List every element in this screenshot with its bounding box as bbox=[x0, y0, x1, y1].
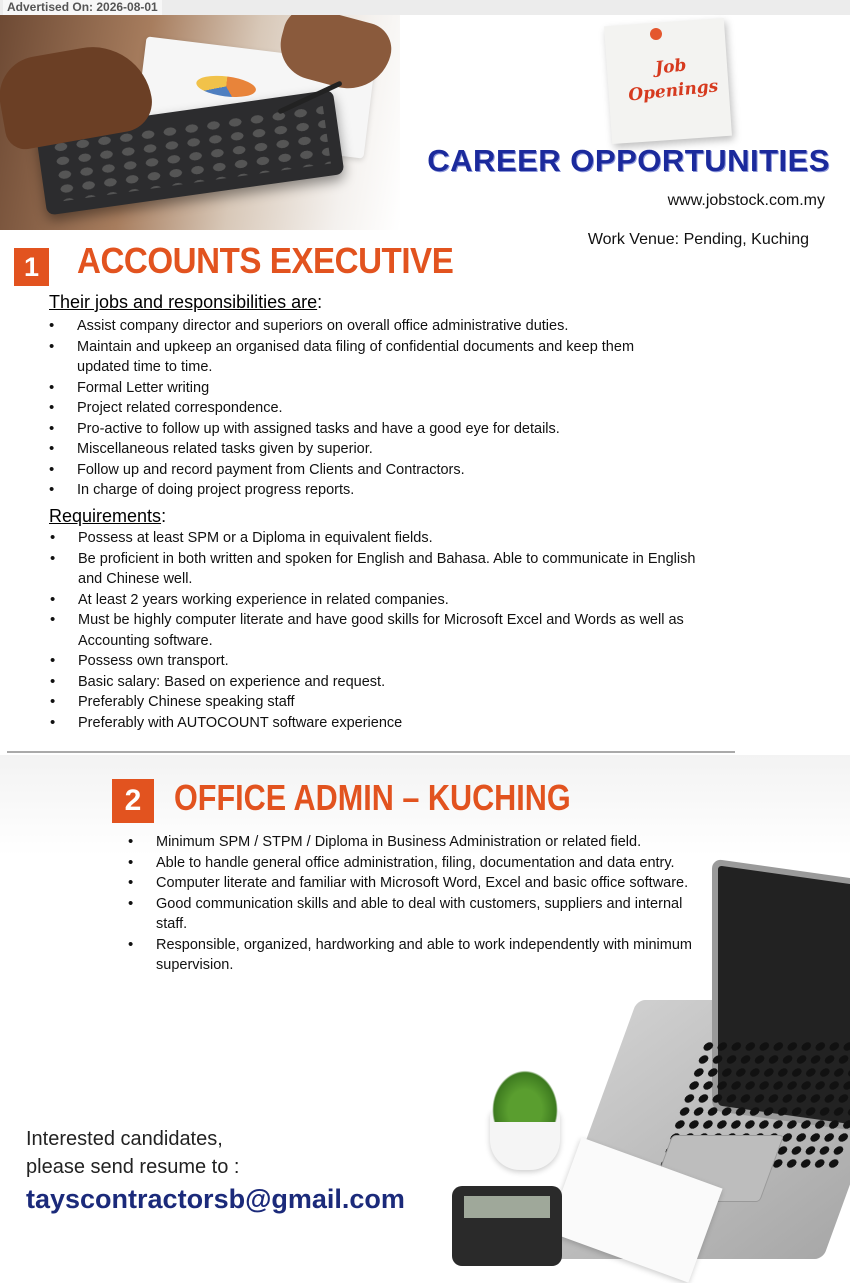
section-divider bbox=[7, 751, 735, 753]
list-item: • Must be highly computer literate and have good skills for Microsoft Excel and Words as well as Accounting software. bbox=[50, 610, 710, 651]
list-item: • Project related correspondence. bbox=[49, 398, 689, 419]
pie-chart-image bbox=[195, 73, 257, 100]
advertised-date: Advertised On: 2026-08-01 bbox=[3, 0, 162, 15]
calculator-photo bbox=[0, 15, 400, 230]
list-item: • Follow up and record payment from Clients and Contractors. bbox=[49, 460, 689, 481]
desk-calculator-screen bbox=[464, 1196, 550, 1218]
page-title: CAREER OPPORTUNITIES bbox=[427, 143, 830, 178]
list-item: • Miscellaneous related tasks given by superior. bbox=[49, 439, 689, 460]
job-title-2: OFFICE ADMIN – KUCHING bbox=[174, 777, 571, 818]
requirements-list bbox=[50, 528, 710, 733]
list-item: • Formal Letter writing bbox=[49, 378, 689, 399]
work-venue: Work Venue: Pending, Kuching bbox=[587, 231, 809, 248]
note-line-1: Job bbox=[654, 55, 688, 79]
apply-line-2: please send resume to : bbox=[26, 1156, 240, 1178]
list-item: • Good communication skills and able to deal with customers, suppliers and internal staff. bbox=[128, 894, 698, 935]
list-item: • Preferably Chinese speaking staff bbox=[50, 692, 710, 713]
list-item: • In charge of doing project progress reports. bbox=[49, 480, 689, 501]
list-item: • Possess at least SPM or a Diploma in equivalent fields. bbox=[50, 528, 710, 549]
list-item: • Able to handle general office administration, filing, documentation and data entry. bbox=[128, 853, 698, 874]
plant-icon bbox=[485, 1062, 565, 1122]
requirements-heading-text: Requirements bbox=[49, 506, 162, 526]
job-number-badge-2: 2 bbox=[112, 779, 154, 823]
list-item: • At least 2 years working experience in related companies. bbox=[50, 590, 710, 611]
list-item: • Be proficient in both written and spoken for English and Bahasa. Able to communicate in English and Chinese well. bbox=[50, 549, 710, 590]
list-item: • Pro-active to follow up with assigned tasks and have a good eye for details. bbox=[49, 419, 689, 440]
list-item: • Assist company director and superiors on overall office administrative duties. bbox=[49, 316, 689, 337]
contact-email[interactable]: tayscontractorsb@gmail.com bbox=[26, 1184, 405, 1214]
website-link[interactable]: www.jobstock.com.my bbox=[667, 192, 825, 209]
pushpin-icon bbox=[650, 28, 662, 40]
list-item: • Minimum SPM / STPM / Diploma in Business Administration or related field. bbox=[128, 832, 698, 853]
note-line-2: Openings bbox=[627, 76, 720, 106]
responsibilities-list bbox=[49, 316, 689, 501]
list-item: • Basic salary: Based on experience and request. bbox=[50, 672, 710, 693]
job-number-badge-1: 1 bbox=[14, 248, 49, 286]
job-title-1: ACCOUNTS EXECUTIVE bbox=[77, 240, 454, 281]
apply-line-1: Interested candidates, bbox=[26, 1128, 223, 1150]
responsibilities-heading-text: Their jobs and responsibilities are bbox=[49, 292, 318, 312]
apply-instructions bbox=[26, 1125, 239, 1181]
job2-requirements-list bbox=[128, 832, 698, 976]
responsibilities-heading: Their jobs and responsibilities are: bbox=[49, 292, 323, 312]
list-item: • Preferably with AUTOCOUNT software experience bbox=[50, 713, 710, 734]
list-item: • Maintain and upkeep an organised data filing of confidential documents and keep them updated time to time. bbox=[49, 337, 689, 378]
requirements-heading: Requirements: bbox=[49, 506, 167, 526]
list-item: • Responsible, organized, hardworking and able to work independently with minimum supervision. bbox=[128, 935, 698, 976]
list-item: • Computer literate and familiar with Microsoft Word, Excel and basic office software. bbox=[128, 873, 698, 894]
list-item: • Possess own transport. bbox=[50, 651, 710, 672]
